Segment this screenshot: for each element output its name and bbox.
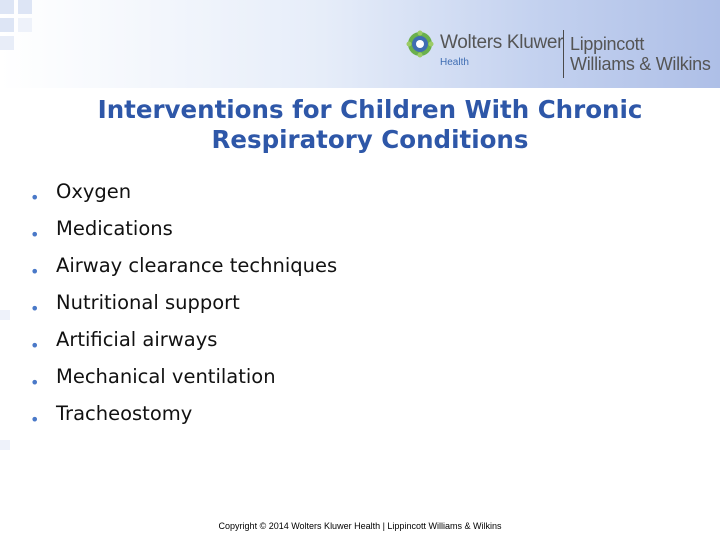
logo-company-name: Wolters Kluwer <box>440 32 564 53</box>
bullet-text: Tracheostomy <box>56 402 193 425</box>
copyright-footer: Copyright © 2014 Wolters Kluwer Health | Lippincott Williams & Wilkins <box>218 521 502 531</box>
publisher-logo <box>406 30 716 80</box>
wolters-kluwer-logo-icon <box>406 30 434 58</box>
bullet-text: Medications <box>56 217 173 240</box>
bullet-text: Artificial airways <box>56 328 218 351</box>
bullet-text: Airway clearance techniques <box>56 254 338 277</box>
slide-title-line2: Respiratory Conditions <box>211 125 529 154</box>
bullet-icon: • <box>30 188 40 207</box>
decorative-squares <box>0 0 50 470</box>
bullet-text: Nutritional support <box>56 291 240 314</box>
slide-title <box>40 95 700 155</box>
bullet-text: Mechanical ventilation <box>56 365 276 388</box>
logo-publisher-line2: Williams & Wilkins <box>570 54 711 74</box>
logo-division: Health <box>440 57 469 68</box>
logo-publisher-name <box>570 34 711 74</box>
bullet-icon: • <box>30 225 40 244</box>
bullet-icon: • <box>30 410 40 429</box>
bullet-icon: • <box>30 373 40 392</box>
bullet-icon: • <box>30 262 40 281</box>
bullet-icon: • <box>30 336 40 355</box>
bullet-text: Oxygen <box>56 180 132 203</box>
bullet-icon: • <box>30 299 40 318</box>
slide-title-line1: Interventions for Children With Chronic <box>97 95 643 124</box>
logo-divider <box>563 30 564 78</box>
logo-publisher-line1: Lippincott <box>570 34 645 54</box>
